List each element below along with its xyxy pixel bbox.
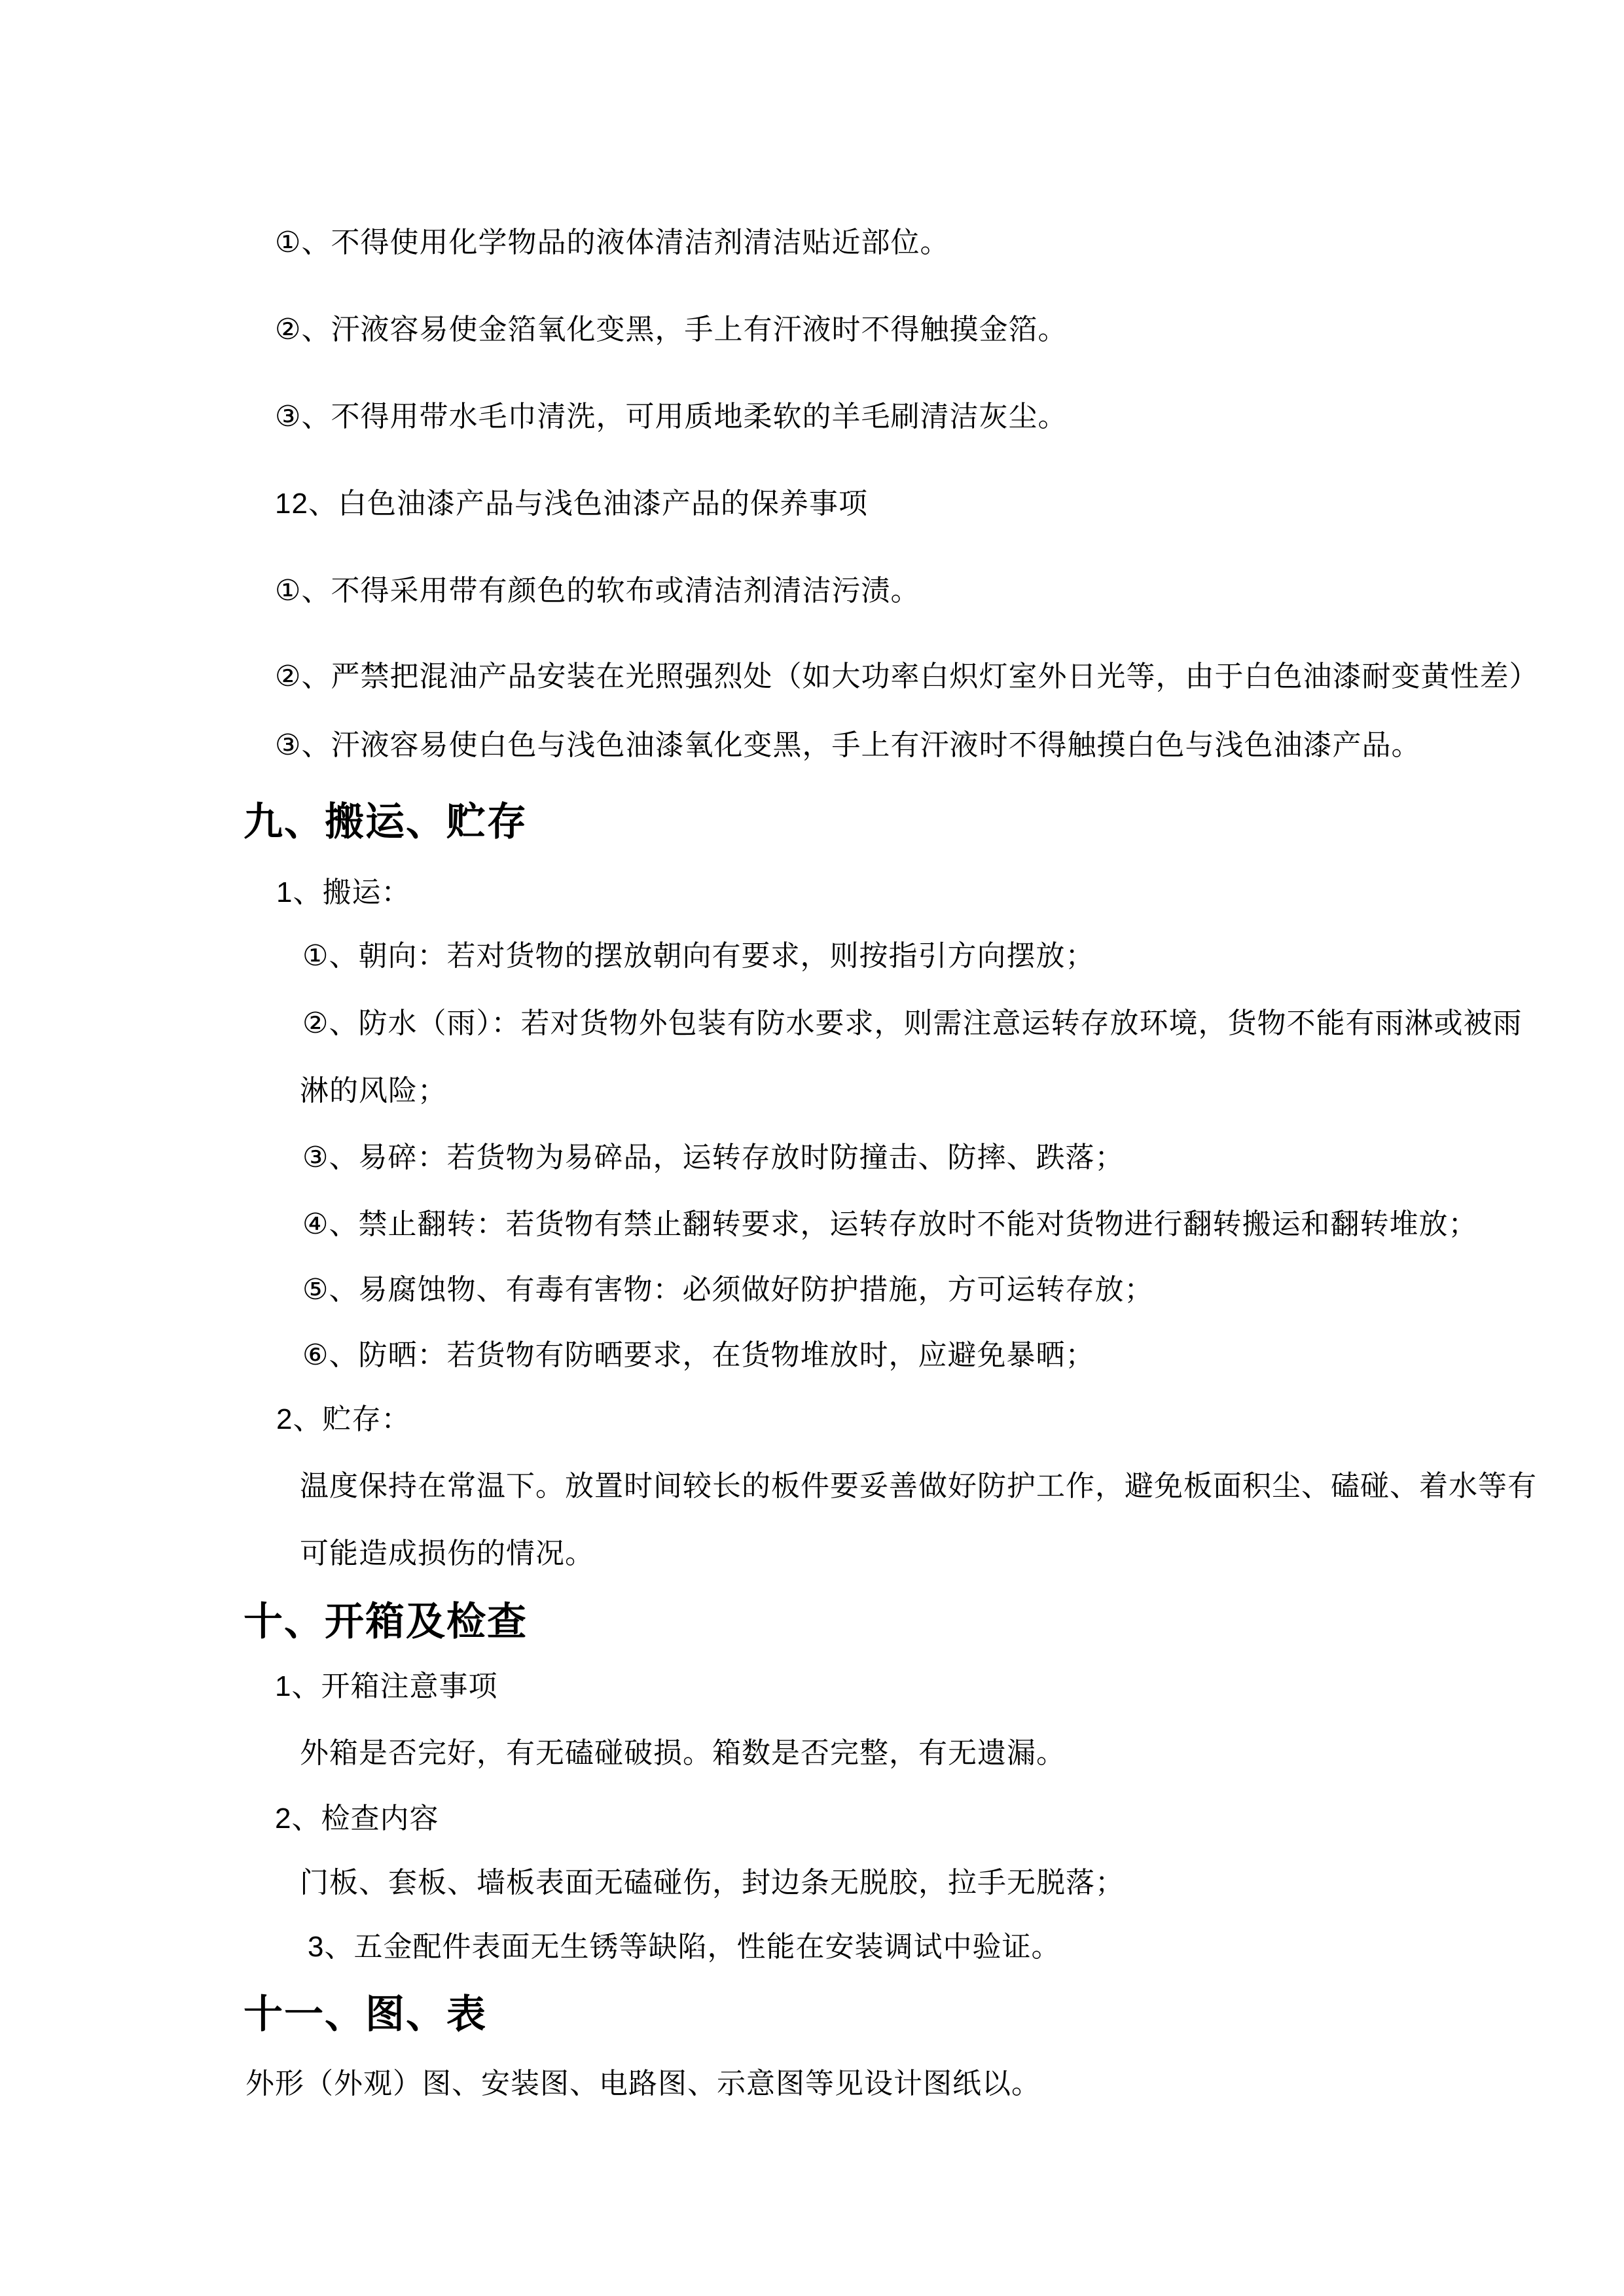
hardware-check-item: 3、五金配件表面无生锈等缺陷，性能在安装调试中验证。 bbox=[308, 1931, 1061, 1963]
handling-item-5: ⑤、易腐蚀物、有毒有害物：必须做好防护措施，方可运转存放； bbox=[302, 1274, 1154, 1306]
care-item-1: ①、不得使用化学物品的液体清洁剂清洁贴近部位。 bbox=[275, 226, 950, 259]
handling-item-3: ③、易碎：若货物为易碎品，运转存放时防撞击、防摔、跌落； bbox=[302, 1141, 1125, 1174]
handling-item-1: ①、朝向：若对货物的摆放朝向有要求，则按指引方向摆放； bbox=[302, 940, 1095, 972]
care-item-5: ②、严禁把混油产品安装在光照强烈处（如大功率白炽灯室外日光等，由于白色油漆耐变黄性差） bbox=[275, 660, 1539, 692]
section-ten-heading: 十、开箱及检查 bbox=[244, 1600, 528, 1643]
storage-line-1: 温度保持在常温下。放置时间较长的板件要妥善做好防护工作，避免板面积尘、磕碰、着水等有 bbox=[300, 1470, 1537, 1502]
handling-item-2-continued: 淋的风险； bbox=[300, 1075, 447, 1107]
inspection-label: 2、检查内容 bbox=[275, 1803, 439, 1835]
handling-item-4: ④、禁止翻转：若货物有禁止翻转要求，运转存放时不能对货物进行翻转搬运和翻转堆放； bbox=[302, 1208, 1478, 1240]
drawings-note: 外形（外观）图、安装图、电路图、示意图等见设计图纸以。 bbox=[245, 2068, 1041, 2100]
unboxing-note-body: 外箱是否完好，有无磕碰破损。箱数是否完整，有无遗漏。 bbox=[300, 1737, 1066, 1769]
section-eleven-heading: 十一、图、表 bbox=[244, 1992, 487, 2036]
care-item-2: ②、汗液容易使金箔氧化变黑，手上有汗液时不得触摸金箔。 bbox=[275, 314, 1068, 346]
handling-item-6: ⑥、防晒：若货物有防晒要求，在货物堆放时，应避免暴晒； bbox=[302, 1339, 1095, 1371]
inspection-body: 门板、套板、墙板表面无磕碰伤，封边条无脱胶，拉手无脱落； bbox=[300, 1867, 1125, 1899]
section-nine-heading: 九、搬运、贮存 bbox=[244, 800, 528, 844]
care-item-4: ①、不得采用带有颜色的软布或清洁剂清洁污渍。 bbox=[275, 575, 920, 607]
handling-label: 1、搬运： bbox=[276, 876, 411, 908]
handling-item-2: ②、防水（雨）：若对货物外包装有防水要求，则需注意运转存放环境，货物不能有雨淋或被雨 bbox=[302, 1007, 1523, 1039]
care-item-6: ③、汗液容易使白色与浅色油漆氧化变黑，手上有汗液时不得触摸白色与浅色油漆产品。 bbox=[275, 729, 1421, 761]
storage-line-2: 可能造成损伤的情况。 bbox=[300, 1537, 594, 1570]
unboxing-note-label: 1、开箱注意事项 bbox=[275, 1670, 498, 1702]
care-item-12: 12、白色油漆产品与浅色油漆产品的保养事项 bbox=[275, 488, 868, 520]
care-item-3: ③、不得用带水毛巾清洗，可用质地柔软的羊毛刷清洁灰尘。 bbox=[275, 401, 1068, 433]
storage-label: 2、贮存： bbox=[276, 1403, 411, 1435]
